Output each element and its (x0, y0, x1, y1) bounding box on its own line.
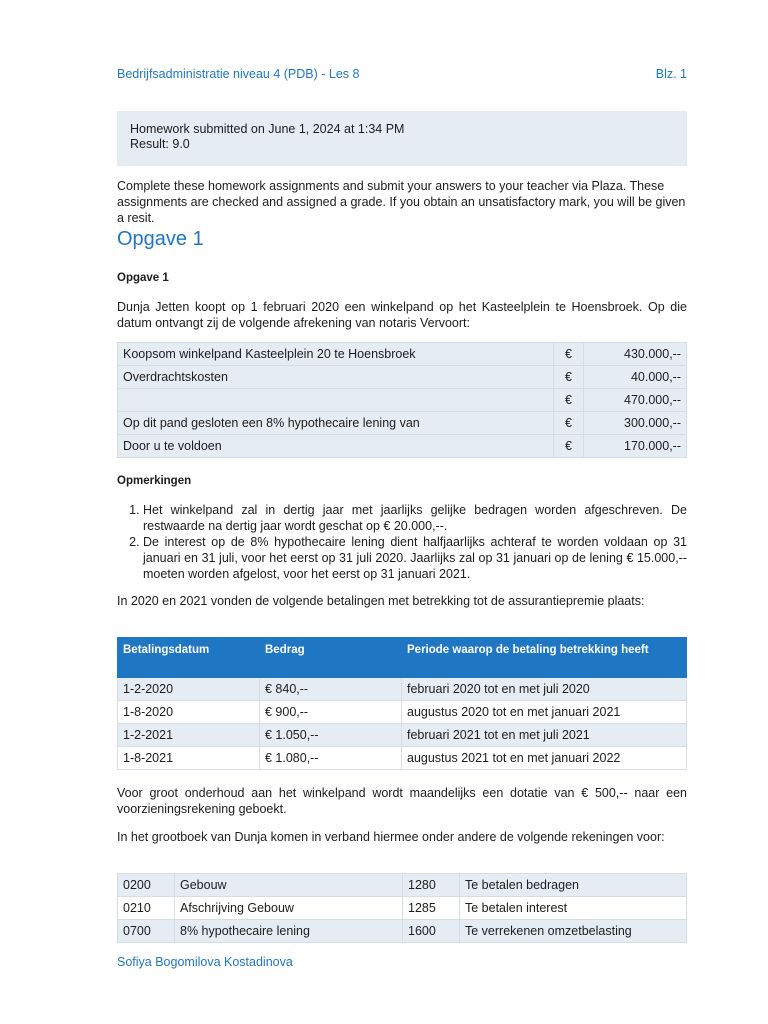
table-row (118, 920, 687, 943)
page-number: Blz. 1 (655, 67, 687, 81)
list-item: 2. De interest op de 8% hypothecaire lening dient halfjaarlijks achteraf te worden voldaan op 31 januari en 31 juli, voor het eerst op 31 juli 2020. Jaarlijks zal op 31 januari op de lening € 15.000,-- moeten worden afgelost, voor het eerst op 31 januari 2021. (143, 534, 687, 582)
column-header: Betalingsdatum (118, 638, 260, 678)
paragraph-payments: In 2020 en 2021 vonden de volgende betalingen met betrekking tot de assurantiepremie plaats: (117, 594, 645, 608)
account-number: 1600 (403, 920, 460, 943)
table-row (118, 366, 687, 389)
table-row (118, 389, 687, 412)
currency-symbol: € (554, 366, 584, 389)
statement-label: Op dit pand gesloten een 8% hypothecaire lening van (118, 412, 554, 435)
account-name: Te betalen interest (460, 897, 687, 920)
account-name: Te betalen bedragen (460, 874, 687, 897)
table-header-row (118, 638, 687, 678)
account-number: 0700 (118, 920, 175, 943)
currency-symbol: € (554, 343, 584, 366)
statement-amount: 300.000,-- (584, 412, 687, 435)
statement-amount: 430.000,-- (584, 343, 687, 366)
table-row (118, 435, 687, 458)
statement-label: Overdrachtskosten (118, 366, 554, 389)
submission-info: Homework submitted on June 1, 2024 at 1:34 PM (130, 122, 405, 136)
payment-amount: € 900,-- (260, 701, 402, 724)
column-header: Bedrag (260, 638, 402, 678)
column-header: Periode waarop de betaling betrekking heeft (402, 638, 687, 678)
table-row (118, 897, 687, 920)
submission-result-box (117, 111, 687, 166)
payment-date: 1-8-2021 (118, 747, 260, 770)
result-score: Result: 9.0 (130, 137, 190, 151)
table-row (118, 678, 687, 701)
currency-symbol: € (554, 389, 584, 412)
currency-symbol: € (554, 412, 584, 435)
account-number: 0210 (118, 897, 175, 920)
payment-period: februari 2021 tot en met juli 2021 (402, 724, 687, 747)
notary-statement-table (117, 342, 687, 458)
payment-amount: € 1.080,-- (260, 747, 402, 770)
statement-label: Koopsom winkelpand Kasteelplein 20 te Hoensbroek (118, 343, 554, 366)
payment-date: 1-8-2020 (118, 701, 260, 724)
account-number: 1280 (403, 874, 460, 897)
account-number: 0200 (118, 874, 175, 897)
currency-symbol: € (554, 435, 584, 458)
payments-table (117, 637, 687, 770)
paragraph-ledger: In het grootboek van Dunja komen in verband hiermee onder andere de volgende rekeningen voor: (117, 830, 665, 844)
table-row (118, 724, 687, 747)
subheading: Opgave 1 (117, 272, 169, 284)
payment-date: 1-2-2020 (118, 678, 260, 701)
course-title: Bedrijfsadministratie niveau 4 (PDB) - Les 8 (117, 67, 360, 81)
statement-amount: 470.000,-- (584, 389, 687, 412)
account-name: Afschrijving Gebouw (175, 897, 403, 920)
student-name-footer: Sofiya Bogomilova Kostadinova (117, 955, 293, 969)
list-item: 1. Het winkelpand zal in dertig jaar met jaarlijks gelijke bedragen worden afgeschreven. De restwaarde na dertig jaar wordt geschat op € 20.000,--. (143, 502, 687, 534)
statement-label: Door u te voldoen (118, 435, 554, 458)
account-name: Te verrekenen omzetbelasting (460, 920, 687, 943)
paragraph-intro: Dunja Jetten koopt op 1 februari 2020 een winkelpand op het Kasteelplein te Hoensbroek. Op die datum ontvangt zij de volgende afrekening van notaris Vervoort: (117, 300, 687, 330)
page-header (117, 67, 687, 81)
account-number: 1285 (403, 897, 460, 920)
account-name: Gebouw (175, 874, 403, 897)
remarks-heading: Opmerkingen (117, 475, 192, 487)
paragraph-maintenance: Voor groot onderhoud aan het winkelpand wordt maandelijks een dotatie van € 500,-- naar een voorzieningsrekening geboekt. (117, 786, 687, 816)
remarks-list (117, 502, 687, 582)
table-row (118, 747, 687, 770)
section-title: Opgave 1 (117, 228, 204, 250)
payment-date: 1-2-2021 (118, 724, 260, 747)
payment-period: augustus 2020 tot en met januari 2021 (402, 701, 687, 724)
intro-text: Complete these homework assignments and submit your answers to your teacher via Plaza. These assignments are checked and assigned a grade. If you obtain an unsatisfactory mark, you will be given a resit. (117, 179, 686, 225)
table-row (118, 343, 687, 366)
statement-amount: 170.000,-- (584, 435, 687, 458)
ledger-accounts-table (117, 873, 687, 943)
table-row (118, 701, 687, 724)
payment-amount: € 840,-- (260, 678, 402, 701)
statement-amount: 40.000,-- (584, 366, 687, 389)
table-row (118, 874, 687, 897)
payment-amount: € 1.050,-- (260, 724, 402, 747)
account-name: 8% hypothecaire lening (175, 920, 403, 943)
payment-period: augustus 2021 tot en met januari 2022 (402, 747, 687, 770)
statement-label (118, 389, 554, 412)
payment-period: februari 2020 tot en met juli 2020 (402, 678, 687, 701)
table-row (118, 412, 687, 435)
